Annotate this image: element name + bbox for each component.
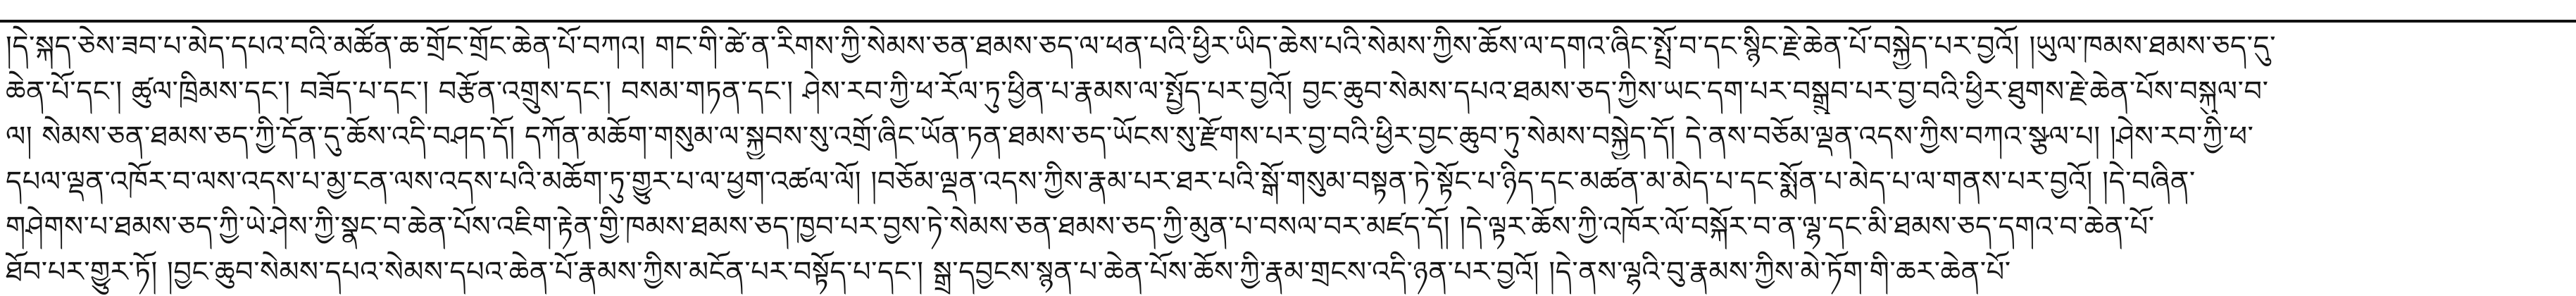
text-line: དཔལ་ལྡན་འཁོར་བ་ལས་འདས་པ་མྱ་ངན་ལས་འདས་པའི་མཆོག་ཏུ་གྱུར་པ་ལ་ཕྱག་འཚལ་ལོ། །བཅོམ་ལྡན་འདས་ཀྱིས་རྣམ་པར་ཐར་པའི་སྒོ་གསུམ་བསྟན་ཏེ་སྟོང་པ་ཉིད་དང་མཚན་མ་མེད་པ་དང་སྨོན་པ་མེད་པ་ལ་གནས་པར་བྱའོ། །དེ་བཞིན་ xyxy=(6,166,2196,198)
text-line: །དེ་སྐད་ཅེས་ཟབ་པ་མེད་དཔའ་བའི་མཚོན་ཆ་གྲོང་གྲོང་ཆེན་པོ་བཀའ། གང་གི་ཚེ་ན་རིགས་ཀྱི་སེམས་ཅན་ཐམས་ཅད་ལ་ཕན་པའི་ཕྱིར་ཡིད་ཆེས་པའི་སེམས་ཀྱིས་ཆོས་ལ་དགའ་ཞིང་སྤྲོ་བ་དང་སྙིང་རྗེ་ཆེན་པོ་བསྐྱེད་པར་བྱའོ། །ཡུལ་ཁམས་ཐམས་ཅད་དུ་ xyxy=(6,30,2277,63)
text-line: ཆེན་པོ་དང་། ཚུལ་ཁྲིམས་དང་། བཟོད་པ་དང་། བརྩོན་འགྲུས་དང་། བསམ་གཏན་དང་། ཤེས་རབ་ཀྱི་ཕ་རོལ་ཏུ་ཕྱིན་པ་རྣམས་ལ་སྤྱོད་པར་བྱའོ། བྱང་ཆུབ་སེམས་དཔའ་ཐམས་ཅད་ཀྱིས་ཡང་དག་པར་བསྒྲུབ་པར་བྱ་བའི་ཕྱིར་ཐུགས་རྗེ་ཆེན་པོས་བསྐུལ་བ་ xyxy=(6,75,2269,108)
text-line: གཤེགས་པ་ཐམས་ཅད་ཀྱི་ཡེ་ཤེས་ཀྱི་སྣང་བ་ཆེན་པོས་འཇིག་རྟེན་གྱི་ཁམས་ཐམས་ཅད་ཁྱབ་པར་བྱས་ཏེ་སེམས་ཅན་ཐམས་ཅད་ཀྱི་མུན་པ་བསལ་བར་མཛད་དོ། །དེ་ལྟར་ཆོས་ཀྱི་འཁོར་ལོ་བསྐོར་བ་ན་ལྷ་དང་མི་ཐམས་ཅད་དགའ་བ་ཆེན་པོ་ xyxy=(6,211,2155,243)
text-line: ཐོབ་པར་གྱུར་ཏོ། །བྱང་ཆུབ་སེམས་དཔའ་སེམས་དཔའ་ཆེན་པོ་རྣམས་ཀྱིས་མངོན་པར་བསྟོད་པ་དང་། སྒྲ་དབྱངས་སྙན་པ་ཆེན་པོས་ཆོས་ཀྱི་རྣམ་གྲངས་འདི་ཉན་པར་བྱའོ། །དེ་ནས་ལྷའི་བུ་རྣམས་ཀྱིས་མེ་ཏོག་གི་ཆར་ཆེན་པོ་ xyxy=(6,256,2011,288)
text-line: ལ། སེམས་ཅན་ཐམས་ཅད་ཀྱི་དོན་དུ་ཆོས་འདི་བཤད་དོ། དཀོན་མཆོག་གསུམ་ལ་སྐྱབས་སུ་འགྲོ་ཞིང་ཡོན་ཏན་ཐམས་ཅད་ཡོངས་སུ་རྫོགས་པར་བྱ་བའི་ཕྱིར་བྱང་ཆུབ་ཏུ་སེམས་བསྐྱེད་དོ། དེ་ནས་བཅོམ་ལྡན་འདས་ཀྱིས་བཀའ་སྩལ་པ། །ཤེས་རབ་ཀྱི་ཕ་ xyxy=(6,121,2254,153)
text-block xyxy=(6,24,2569,295)
top-border-rule xyxy=(0,20,2576,23)
